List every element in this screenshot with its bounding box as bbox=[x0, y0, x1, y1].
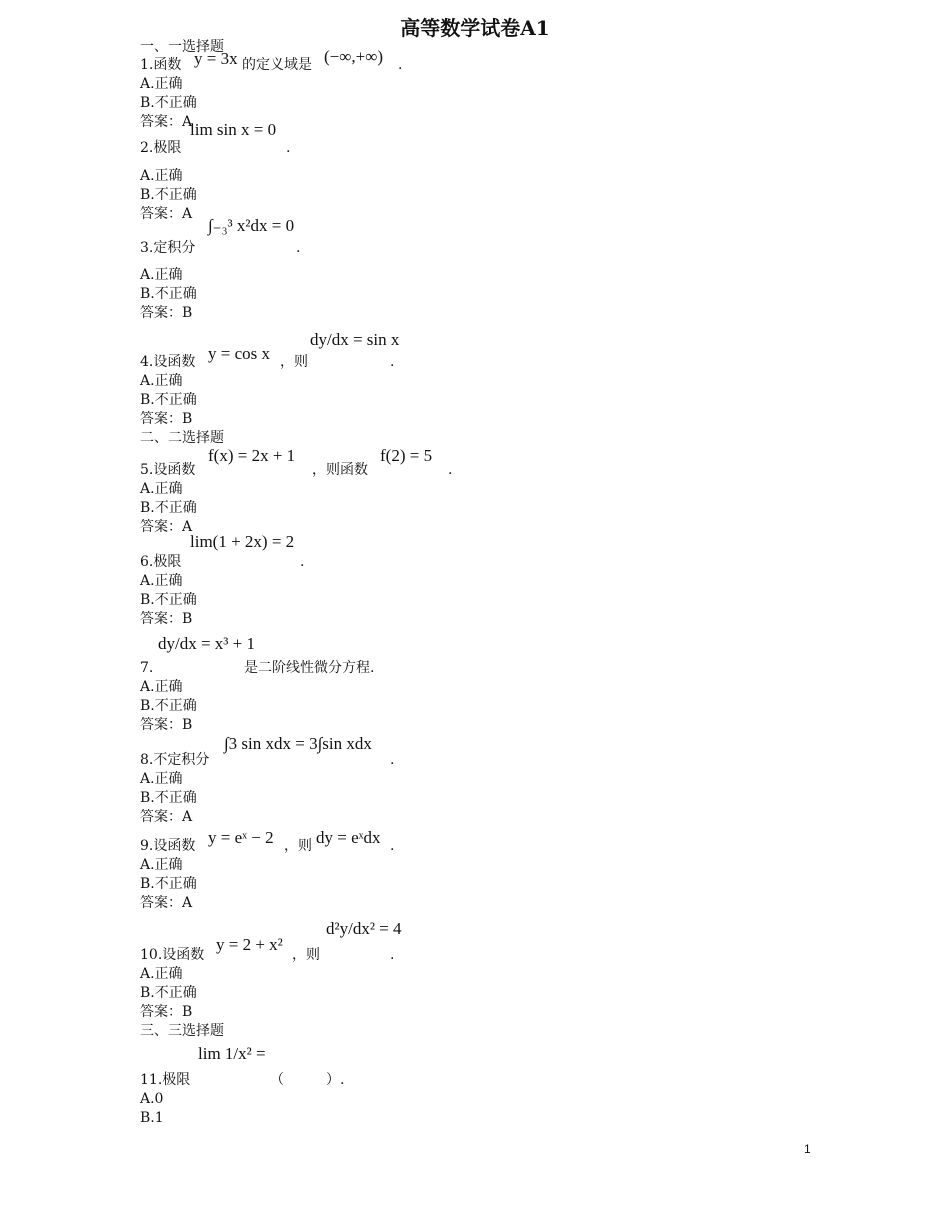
line-period: . bbox=[390, 947, 395, 963]
line-text: 11.极限 bbox=[140, 1072, 191, 1088]
math-expression: d²y/dx² = 4 bbox=[326, 919, 402, 938]
line-text: 2.极限 bbox=[140, 140, 182, 156]
line-text: B.不正确 bbox=[140, 392, 197, 408]
line-text: 1.函数 bbox=[140, 57, 182, 73]
exam-line bbox=[140, 919, 840, 964]
line-text: B.不正确 bbox=[140, 985, 197, 1001]
exam-line bbox=[140, 372, 840, 390]
line-period: . bbox=[390, 354, 395, 370]
line-text: A.0 bbox=[140, 1091, 164, 1107]
exam-line bbox=[140, 770, 840, 788]
exam-line bbox=[140, 410, 840, 428]
exam-line bbox=[140, 828, 840, 855]
line-text: A.正确 bbox=[140, 573, 183, 589]
line-period: . bbox=[390, 838, 395, 854]
exam-line bbox=[140, 1044, 840, 1089]
line-text: 3.定积分 bbox=[140, 240, 196, 256]
line-period: . bbox=[390, 752, 395, 768]
line-text: 4.设函数 bbox=[140, 354, 196, 370]
exam-line bbox=[140, 716, 840, 734]
exam-line bbox=[140, 697, 840, 715]
line-text: A.正确 bbox=[140, 373, 183, 389]
exam-line bbox=[140, 330, 840, 371]
exam-line bbox=[140, 167, 840, 185]
line-text: A.正确 bbox=[140, 771, 183, 787]
line-text: 答案：A bbox=[140, 206, 193, 222]
line-text: 5.设函数 bbox=[140, 462, 196, 478]
line-period: . bbox=[398, 57, 403, 73]
exam-line bbox=[140, 285, 840, 303]
math-expression: dy/dx = sin x bbox=[310, 330, 400, 349]
line-text: A.正确 bbox=[140, 481, 183, 497]
exam-line bbox=[140, 808, 840, 826]
exam-line bbox=[140, 391, 840, 409]
math-expression: lim(1 + 2x) = 2 bbox=[190, 532, 295, 551]
math-expression: ∫3 sin xdx = 3∫sin xdx bbox=[224, 734, 372, 753]
line-period: . bbox=[296, 240, 301, 256]
exam-line bbox=[140, 38, 840, 56]
exam-line bbox=[140, 591, 840, 609]
math-expression: y = 3x bbox=[194, 49, 238, 68]
line-text: 三、三选择题 bbox=[140, 1023, 224, 1039]
line-text: B.不正确 bbox=[140, 592, 197, 608]
line-text: 答案：A bbox=[140, 519, 193, 535]
exam-line bbox=[140, 1090, 840, 1108]
line-text-continued: 是二阶线性微分方程. bbox=[244, 660, 375, 676]
line-text: 答案：A bbox=[140, 809, 193, 825]
line-text-continued: ，则 bbox=[292, 947, 320, 963]
exam-line bbox=[140, 678, 840, 696]
exam-line bbox=[140, 480, 840, 498]
exam-line bbox=[140, 532, 840, 571]
line-period: . bbox=[300, 554, 305, 570]
exam-line bbox=[140, 572, 840, 590]
line-text-continued: ，则函数 bbox=[312, 462, 368, 478]
line-text: 8.不定积分 bbox=[140, 752, 210, 768]
math-expression: f(x) = 2x + 1 bbox=[208, 446, 296, 465]
line-text-continued: ，则 bbox=[284, 838, 312, 854]
line-text: 答案：A bbox=[140, 895, 193, 911]
exam-line bbox=[140, 789, 840, 807]
line-text: 二、二选择题 bbox=[140, 430, 224, 446]
math-expression: dy/dx = x³ + 1 bbox=[158, 634, 255, 653]
line-text: A.正确 bbox=[140, 168, 183, 184]
line-text: A.正确 bbox=[140, 857, 183, 873]
math-expression: (−∞,+∞) bbox=[324, 47, 383, 66]
line-text: A.正确 bbox=[140, 267, 183, 283]
exam-line bbox=[140, 1003, 840, 1021]
line-text: A.正确 bbox=[140, 679, 183, 695]
math-expression: f(2) = 5 bbox=[380, 446, 433, 465]
line-text: 一、一选择题 bbox=[140, 39, 224, 55]
line-text: 答案：B bbox=[140, 305, 193, 321]
math-expression: y = 2 + x² bbox=[216, 935, 283, 954]
line-text: 9.设函数 bbox=[140, 838, 196, 854]
exam-line bbox=[140, 1022, 840, 1040]
line-text: B.不正确 bbox=[140, 876, 197, 892]
exam-line bbox=[140, 984, 840, 1002]
math-expression: lim sin x = 0 bbox=[190, 120, 277, 139]
line-text: B.不正确 bbox=[140, 790, 197, 806]
line-text-continued: 的定义域是 bbox=[242, 57, 312, 73]
line-text: B.不正确 bbox=[140, 187, 197, 203]
line-text: 答案：B bbox=[140, 717, 193, 733]
line-text-continued: （ ）. bbox=[270, 1072, 345, 1088]
line-text-continued: ，则 bbox=[280, 354, 308, 370]
exam-line bbox=[140, 499, 840, 517]
line-text: 10.设函数 bbox=[140, 947, 205, 963]
math-expression: y = eˣ − 2 bbox=[208, 828, 274, 847]
line-text: 答案：B bbox=[140, 1004, 193, 1020]
line-text: 答案：B bbox=[140, 411, 193, 427]
line-text: 答案：B bbox=[140, 611, 193, 627]
line-text: B.1 bbox=[140, 1110, 164, 1126]
exam-line bbox=[140, 894, 840, 912]
math-expression: dy = eˣdx bbox=[316, 828, 381, 847]
exam-line bbox=[140, 94, 840, 112]
math-expression: ∫₋₃³ x²dx = 0 bbox=[208, 216, 295, 235]
exam-line bbox=[140, 634, 840, 677]
line-text: A.正确 bbox=[140, 76, 183, 92]
line-text: B.不正确 bbox=[140, 698, 197, 714]
math-expression: lim 1/x² = bbox=[198, 1044, 266, 1063]
page-title: 高等数学试卷A1 bbox=[400, 16, 550, 40]
math-expression: y = cos x bbox=[208, 344, 270, 363]
line-text: 答案：A bbox=[140, 114, 193, 130]
exam-line bbox=[140, 856, 840, 874]
exam-line bbox=[140, 734, 840, 769]
line-text: B.不正确 bbox=[140, 286, 197, 302]
exam-line bbox=[140, 304, 840, 322]
exam-line bbox=[140, 1109, 840, 1127]
exam-line bbox=[140, 186, 840, 204]
line-text: A.正确 bbox=[140, 966, 183, 982]
exam-line bbox=[140, 429, 840, 447]
exam-line bbox=[140, 216, 840, 257]
exam-line bbox=[140, 875, 840, 893]
page-number: 1 bbox=[804, 1142, 811, 1156]
exam-line bbox=[140, 610, 840, 628]
exam-line bbox=[140, 75, 840, 93]
line-text: B.不正确 bbox=[140, 95, 197, 111]
line-period: . bbox=[448, 462, 453, 478]
line-text: 6.极限 bbox=[140, 554, 182, 570]
line-text: B.不正确 bbox=[140, 500, 197, 516]
line-period: . bbox=[286, 140, 291, 156]
exam-line bbox=[140, 266, 840, 284]
line-text: 7. bbox=[140, 660, 154, 676]
exam-line bbox=[140, 965, 840, 983]
exam-line bbox=[140, 446, 840, 479]
